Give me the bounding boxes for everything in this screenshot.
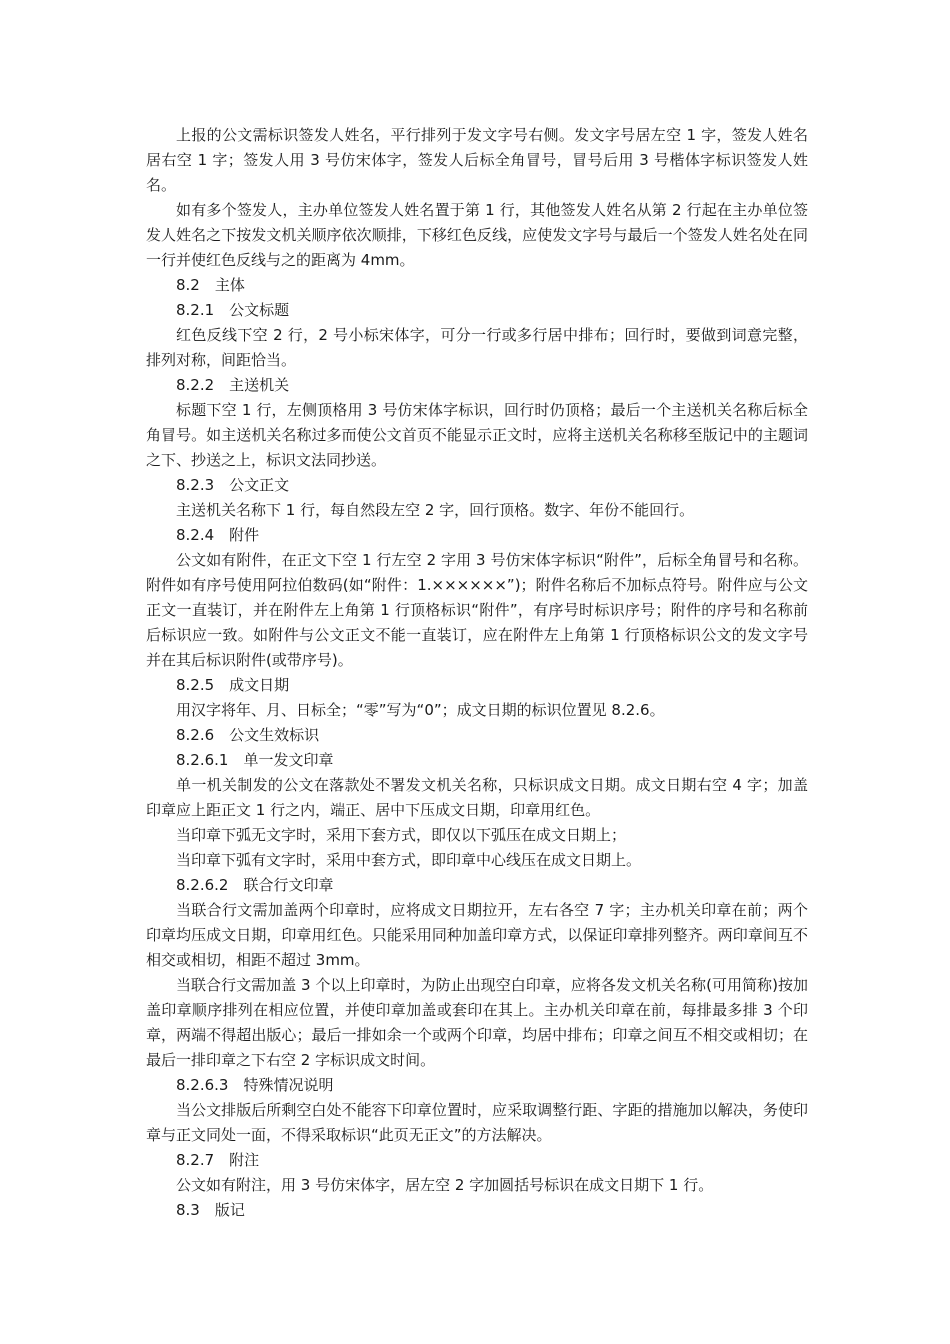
- paragraph-issue-date: 用汉字将年、月、日标全；“零”写为“0”；成文日期的标识位置见 8.2.6。: [176, 701, 665, 719]
- paragraph-seal-lower-arc-with-text: 当印章下弧有文字时，采用中套方式，即印章中心线压在成文日期上。: [176, 851, 642, 869]
- section-heading-8-2-6-1: 8.2.6.1 单一发文印章: [176, 751, 334, 769]
- paragraph-single-seal: 单一机关制发的公文在落款处不署发文机关名称，只标识成文日期。成文日期右空 4 字；加盖印章应上距正文 1 行之内，端正、居中下压成文日期，印章用红色。: [146, 776, 808, 819]
- section-heading-8-3: 8.3 版记: [176, 1201, 245, 1219]
- paragraph-multiple-signers: 如有多个签发人，主办单位签发人姓名置于第 1 行，其他签发人姓名从第 2 行起在主办单位签发人姓名之下按发文机关顺序依次顺排，下移红色反线，应使发文字号与最后一个签发人姓名处在同一行并使红色反线与之的距离为 4mm。: [146, 201, 808, 269]
- paragraph-special-cases: 当公文排版后所剩空白处不能容下印章位置时，应采取调整行距、字距的措施加以解决，务使印章与正文同处一面，不得采取标识“此页无正文”的方法解决。: [146, 1101, 808, 1144]
- section-heading-8-2-5: 8.2.5 成文日期: [176, 676, 290, 694]
- paragraph-document-title: 红色反线下空 2 行，2 号小标宋体字，可分一行或多行居中排布；回行时，要做到词意完整，排列对称，间距恰当。: [146, 326, 808, 369]
- paragraph-joint-three-plus-seals: 当联合行文需加盖 3 个以上印章时，为防止出现空白印章，应将各发文机关名称(可用简称)按加盖印章顺序排列在相应位置，并使印章加盖或套印在其上。主办机关印章在前，每排最多排 3 个印章，两端不得超出版心；最后一排如余一个或两个印章，均居中排布；印章之间互不相交或相切；在最后一排印章之下右空 2 字标识成文时间。: [146, 976, 808, 1069]
- paragraph-annotation: 公文如有附注，用 3 号仿宋体字，居左空 2 字加圆括号标识在成文日期下 1 行。: [176, 1176, 714, 1194]
- paragraph-signer-name: 上报的公文需标识签发人姓名，平行排列于发文字号右侧。发文字号居左空 1 字，签发人姓名居右空 1 字；签发人用 3 号仿宋体字，签发人后标全角冒号，冒号后用 3 号楷体字标识签发人姓名。: [146, 126, 808, 194]
- paragraph-main-recipient: 标题下空 1 行，左侧顶格用 3 号仿宋体字标识，回行时仍顶格；最后一个主送机关名称后标全角冒号。如主送机关名称过多而使公文首页不能显示正文时，应将主送机关名称移至版记中的主题词之下、抄送之上，标识文法同抄送。: [146, 401, 808, 469]
- section-heading-8-2-6: 8.2.6 公文生效标识: [176, 726, 320, 744]
- section-heading-8-2-3: 8.2.3 公文正文: [176, 476, 290, 494]
- document-page: [146, 123, 808, 1223]
- section-heading-8-2-2: 8.2.2 主送机关: [176, 376, 290, 394]
- paragraph-attachments: 公文如有附件，在正文下空 1 行左空 2 字用 3 号仿宋体字标识“附件”，后标全角冒号和名称。附件如有序号使用阿拉伯数码(如“附件：1.××××××”)；附件名称后不加标点符号。附件应与公文正文一直装订，并在附件左上角第 1 行顶格标识“附件”，有序号时标识序号；附件的序号和名称前后标识应一致。如附件与公文正文不能一直装订，应在附件左上角第 1 行顶格标识公文的发文字号并在其后标识附件(或带序号)。: [146, 551, 808, 669]
- section-heading-8-2-4: 8.2.4 附件: [176, 526, 260, 544]
- section-heading-8-2-6-3: 8.2.6.3 特殊情况说明: [176, 1076, 334, 1094]
- section-heading-8-2-6-2: 8.2.6.2 联合行文印章: [176, 876, 334, 894]
- paragraph-seal-lower-arc-no-text: 当印章下弧无文字时，采用下套方式，即仅以下弧压在成文日期上；: [176, 826, 627, 844]
- paragraph-joint-two-seals: 当联合行文需加盖两个印章时，应将成文日期拉开，左右各空 7 字；主办机关印章在前；两个印章均压成文日期，印章用红色。只能采用同种加盖印章方式，以保证印章排列整齐。两印章间互不相交或相切，相距不超过 3mm。: [146, 901, 808, 969]
- section-heading-8-2-7: 8.2.7 附注: [176, 1151, 260, 1169]
- section-heading-8-2: 8.2 主体: [176, 276, 245, 294]
- section-heading-8-2-1: 8.2.1 公文标题: [176, 301, 290, 319]
- paragraph-body-text: 主送机关名称下 1 行，每自然段左空 2 字，回行顶格。数字、年份不能回行。: [176, 501, 695, 519]
